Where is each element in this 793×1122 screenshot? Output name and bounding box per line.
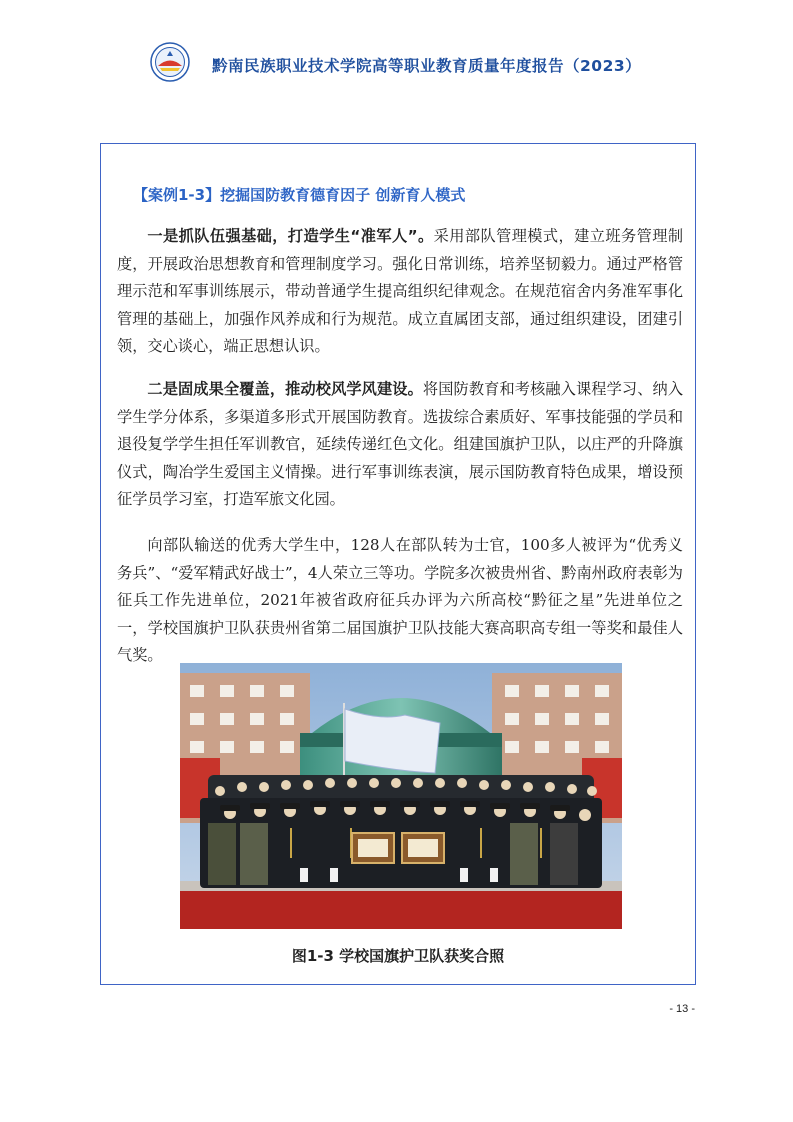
paragraph-3 xyxy=(117,532,683,670)
figure-caption: 图1-3 学校国旗护卫队获奖合照 xyxy=(291,947,505,965)
paragraph-3-body: 向部队输送的优秀大学生中，128人在部队转为士官，100多人被评为“优秀义务兵”、“爱军精武好战士”，4人荣立三等功。学院多次被贵州省、黔南州政府表彰为征兵工作先进单位，2021年被省政府征兵办评为六所高校“黔征之星”先进单位之一，学校国旗护卫队获贵州省第二届国旗护卫队技能大赛高职高专组一等奖和最佳人气奖。 xyxy=(117,536,683,664)
paragraph-2 xyxy=(117,376,683,514)
paragraph-2-lead: 二是固成果全覆盖，推动校风学风建设。 xyxy=(147,380,423,398)
case-box xyxy=(100,143,696,985)
paragraph-1-body: 采用部队管理模式，建立班务管理制度，开展政治思想教育和管理制度学习。强化日常训练，培养坚韧毅力。通过严格管理示范和军事训练展示，带动普通学生提高组织纪律观念。在规范宿舍内务准军事化管理的基础上，加强作风养成和行为规范。成立直属团支部，通过组织建设，团建引领，交心谈心，端正思想认识。 xyxy=(117,227,684,355)
school-emblem-icon xyxy=(150,42,190,82)
report-title: 黔南民族职业技术学院高等职业教育质量年度报告（2023） xyxy=(212,57,642,75)
paragraph-1 xyxy=(117,223,683,361)
paragraph-2-body: 将国防教育和考核融入课程学习、纳入学生学分体系，多渠道多形式开展国防教育。选拔综合素质好、军事技能强的学员和退役复学学生担任军训教官，延续传递红色文化。组建国旗护卫队，以庄严的升降旗仪式，陶冶学生爱国主义情操。进行军事训练表演，展示国防教育特色成果，增设预征学员学习室，打造军旅文化园。 xyxy=(117,380,684,508)
page-header xyxy=(150,42,670,86)
case-title: 【案例1-3】挖掘国防教育德育因子 创新育人模式 xyxy=(133,186,466,204)
flag-guard-photo xyxy=(180,663,622,929)
page-number: - 13 - xyxy=(669,1003,695,1015)
paragraph-1-lead: 一是抓队伍强基础，打造学生“准军人”。 xyxy=(147,227,434,245)
